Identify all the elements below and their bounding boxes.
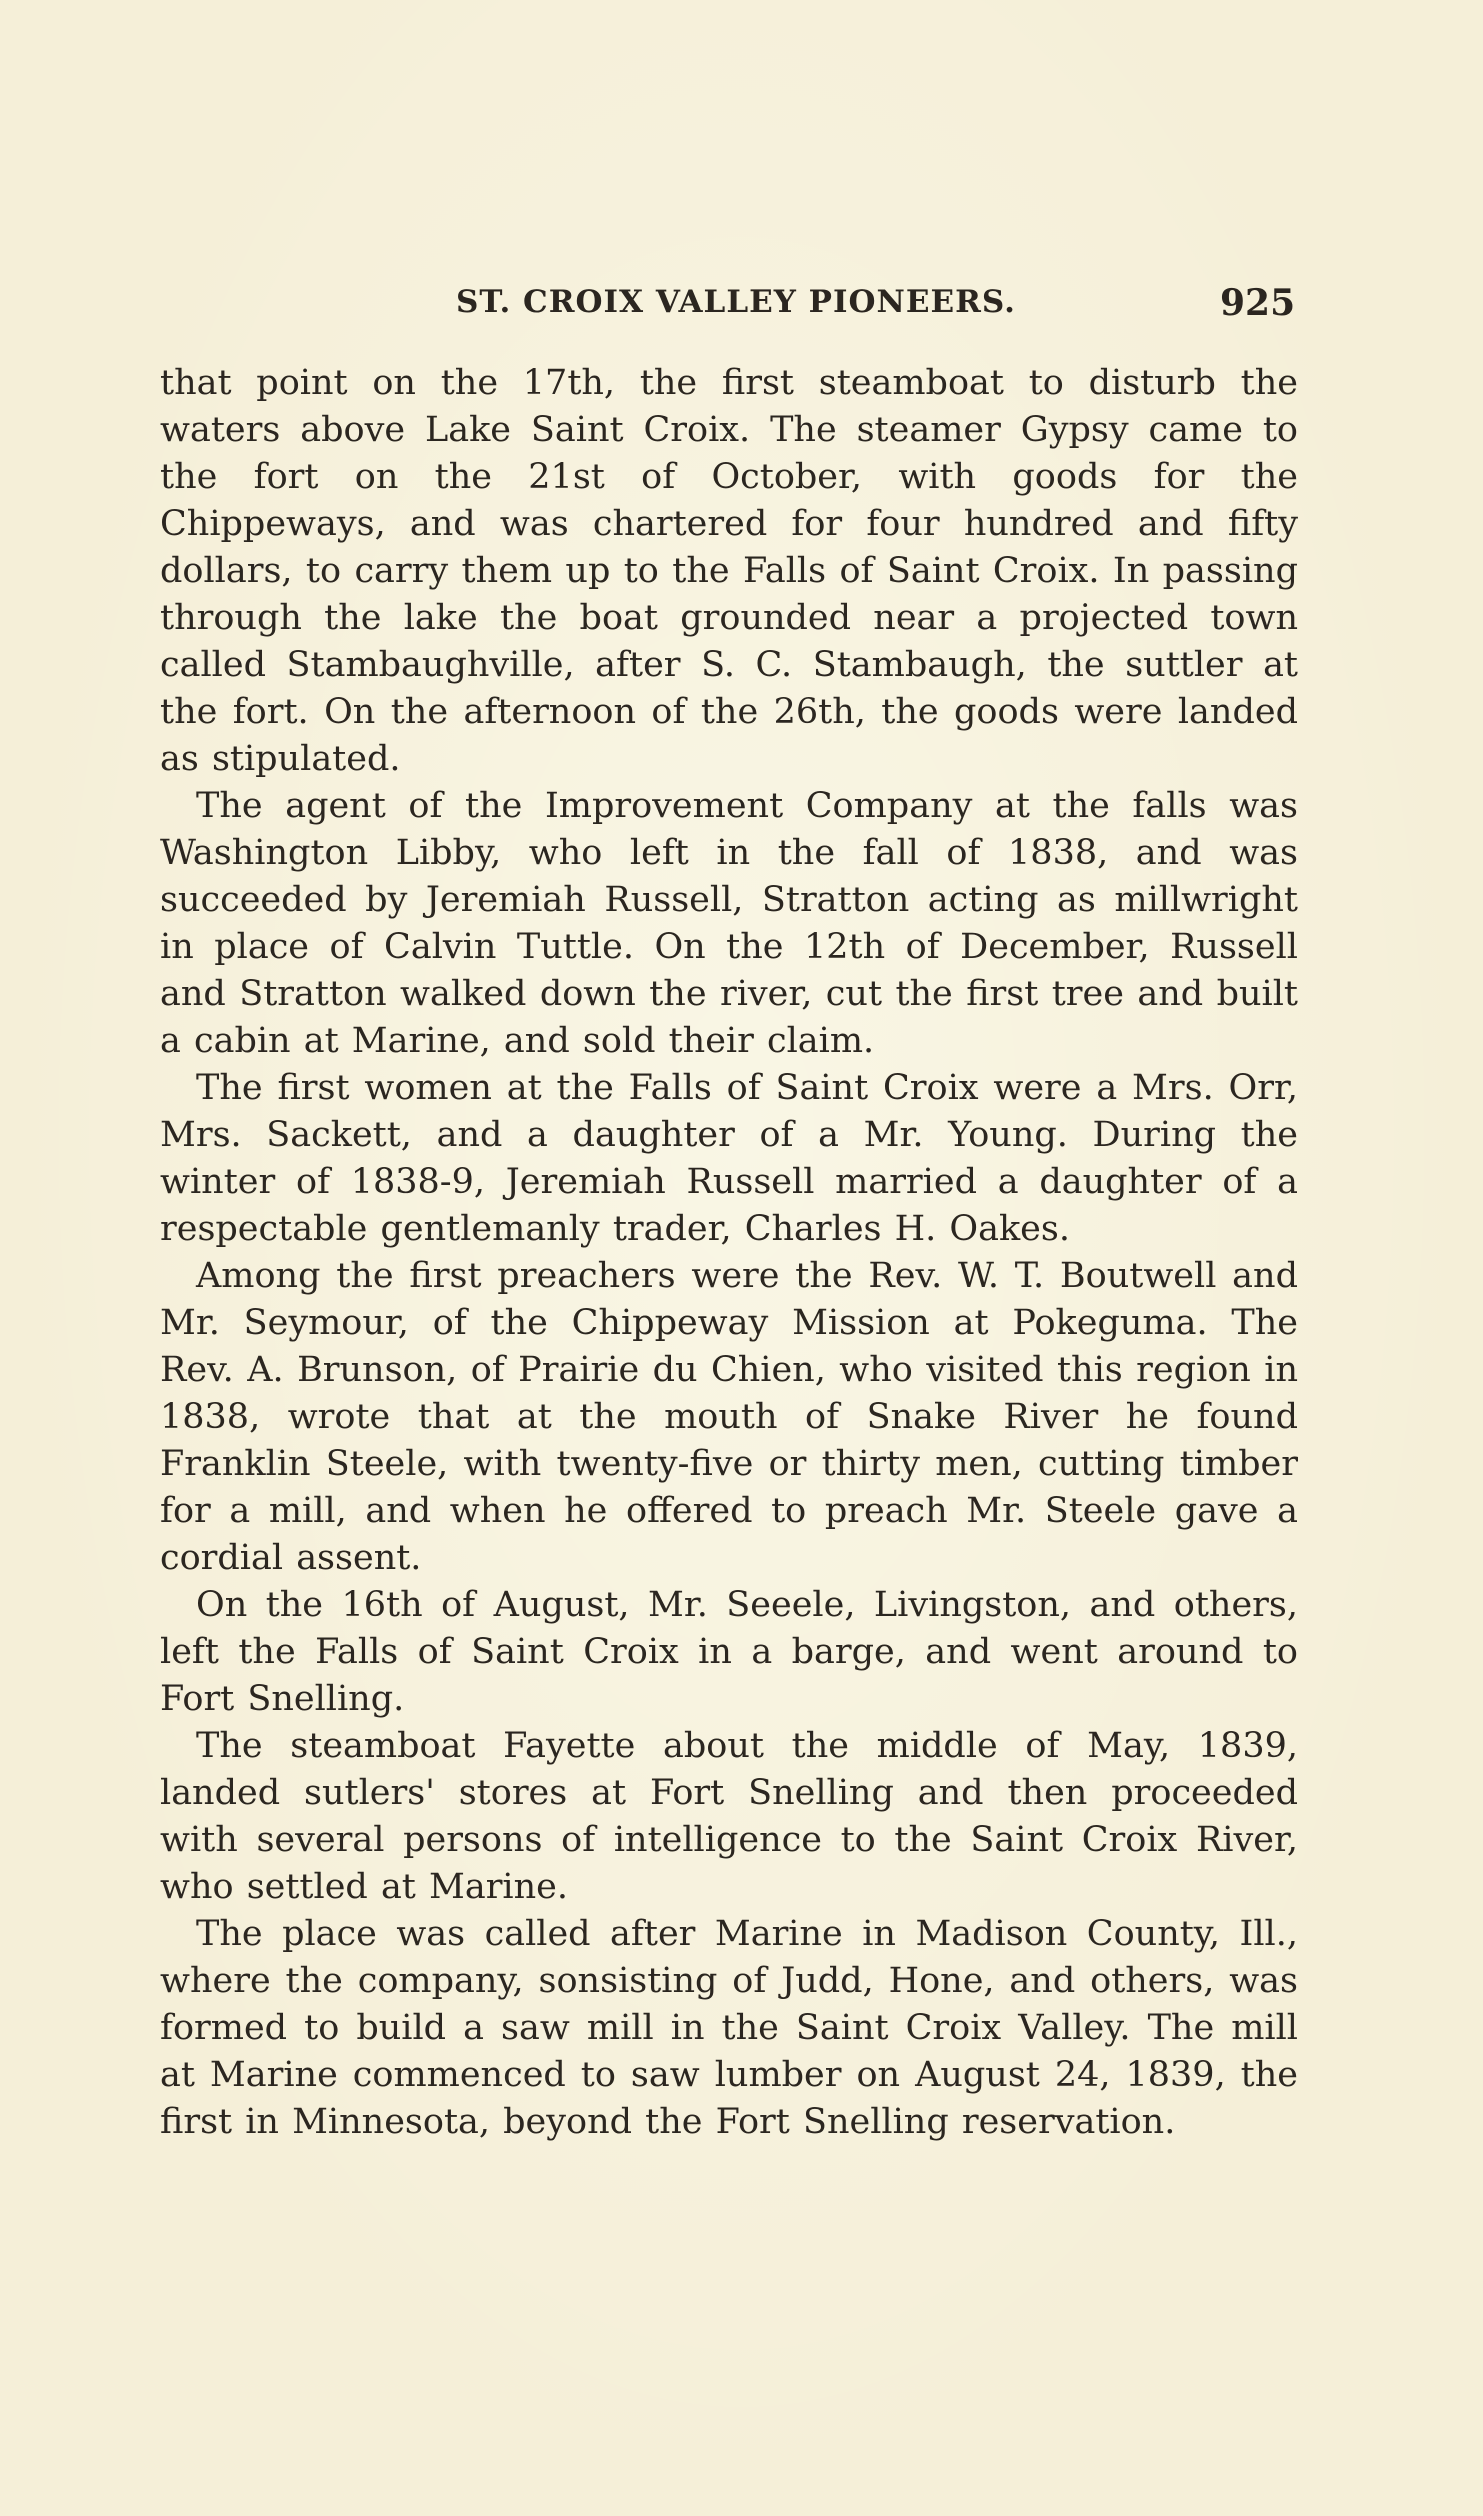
paragraph: The steamboat Fayette about the middle of May, 1839, landed sutlers' stores at Fort Snelling and then proceeded with several persons of intelligence to the Saint Croix River, who settled at Marine. <box>160 1726 1298 1907</box>
page-number: 925 <box>1220 282 1296 324</box>
paragraph: that point on the 17th, the first steamboat to disturb the waters above Lake Saint Croix. The steamer Gypsy came to the fort on the 21st of October, with goods for the Chippeways, and was chartered for four hundred and fifty dollars, to carry them up to the Falls of Saint Croix. In passing through the lake the boat grounded near a projected town called Stambaughville, after S. C. Stambaugh, the suttler at the fort. On the afternoon of the 26th, the goods were landed as stipulated. <box>160 363 1298 779</box>
body-text <box>160 360 1298 2146</box>
paragraph: On the 16th of August, Mr. Seeele, Livingston, and others, left the Falls of Saint Croix in a barge, and went around to Fort Snelling. <box>160 1585 1298 1719</box>
paragraph: The first women at the Falls of Saint Croix were a Mrs. Orr, Mrs. Sackett, and a daughter of a Mr. Young. During the winter of 1838-9, Jeremiah Russell married a daughter of a respectable gentlemanly trader, Charles H. Oakes. <box>160 1068 1298 1249</box>
paragraph: The place was called after Marine in Madison County, Ill., where the company, sonsisting of Judd, Hone, and others, was formed to build a saw mill in the Saint Croix Valley. The mill at Marine commenced to saw lumber on August 24, 1839, the first in Minnesota, beyond the Fort Snelling reservation. <box>160 1914 1298 2142</box>
paragraph: Among the first preachers were the Rev. W. T. Boutwell and Mr. Seymour, of the Chippeway Mission at Pokeguma. The Rev. A. Brunson, of Prairie du Chien, who visited this region in 1838, wrote that at the mouth of Snake River he found Franklin Steele, with twenty-five or thirty men, cutting timber for a mill, and when he offered to preach Mr. Steele gave a cordial assent. <box>160 1256 1298 1578</box>
running-head: ST. CROIX VALLEY PIONEERS. <box>456 284 1016 320</box>
paragraph: The agent of the Improvement Company at the falls was Washington Libby, who left in the fall of 1838, and was succeeded by Jeremiah Russell, Stratton acting as millwright in place of Calvin Tuttle. On the 12th of December, Russell and Stratton walked down the river, cut the first tree and built a cabin at Marine, and sold their claim. <box>160 786 1298 1061</box>
page-header <box>160 282 1320 332</box>
